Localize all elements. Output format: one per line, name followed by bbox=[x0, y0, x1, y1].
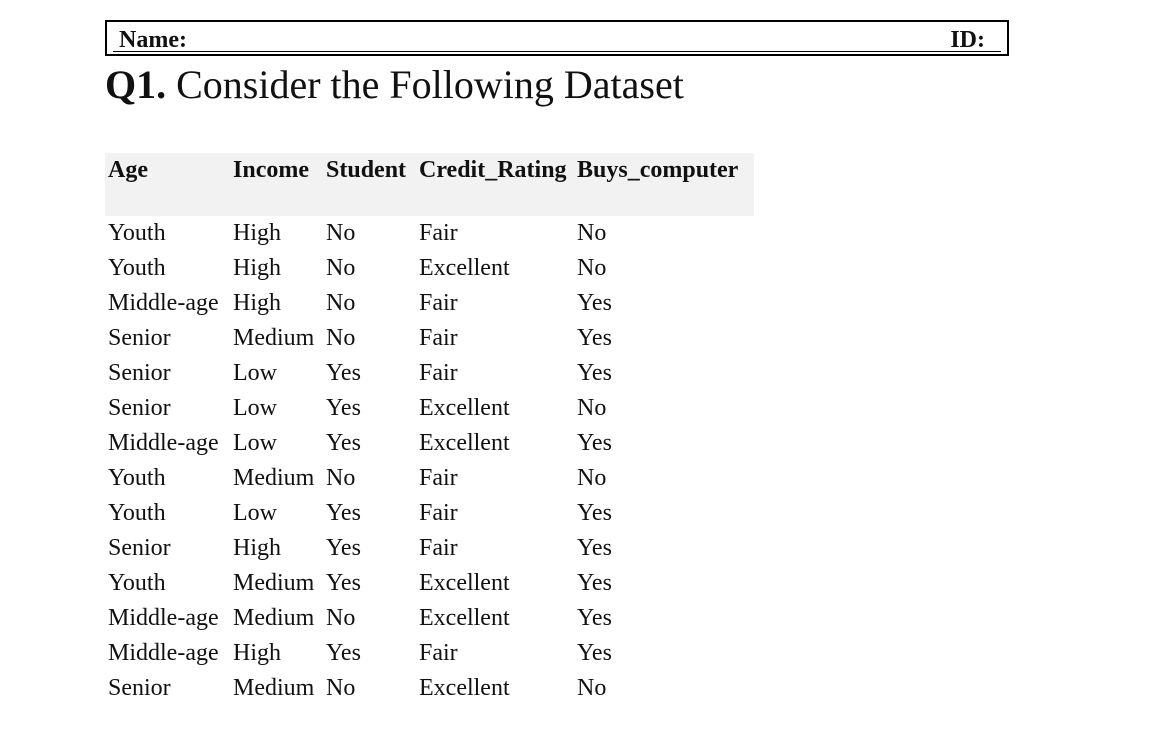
cell-age: Middle-age bbox=[108, 640, 219, 666]
table-header-row bbox=[105, 153, 754, 216]
cell-credit-rating: Excellent bbox=[419, 605, 510, 631]
cell-buys-computer: No bbox=[577, 675, 607, 701]
question-number: Q1. bbox=[105, 62, 167, 107]
cell-credit-rating: Fair bbox=[419, 325, 458, 351]
cell-student: No bbox=[326, 325, 356, 351]
cell-credit-rating: Fair bbox=[419, 290, 458, 316]
cell-age: Senior bbox=[108, 325, 171, 351]
cell-income: Medium bbox=[233, 570, 315, 596]
cell-income: High bbox=[233, 290, 281, 316]
table-row bbox=[105, 426, 754, 461]
table-row bbox=[105, 671, 754, 706]
cell-credit-rating: Excellent bbox=[419, 675, 510, 701]
cell-income: Medium bbox=[233, 325, 315, 351]
cell-income: Low bbox=[233, 430, 277, 456]
cell-student: Yes bbox=[326, 570, 361, 596]
cell-credit-rating: Fair bbox=[419, 640, 458, 666]
cell-income: Medium bbox=[233, 675, 315, 701]
table-body bbox=[105, 216, 754, 706]
cell-income: Medium bbox=[233, 605, 315, 631]
cell-credit-rating: Fair bbox=[419, 465, 458, 491]
cell-student: Yes bbox=[326, 500, 361, 526]
cell-age: Youth bbox=[108, 500, 166, 526]
cell-buys-computer: Yes bbox=[577, 535, 612, 561]
cell-buys-computer: Yes bbox=[577, 640, 612, 666]
id-label: ID: bbox=[950, 27, 985, 53]
cell-age: Senior bbox=[108, 675, 171, 701]
cell-credit-rating: Excellent bbox=[419, 430, 510, 456]
column-header-age: Age bbox=[105, 153, 230, 216]
cell-age: Middle-age bbox=[108, 430, 219, 456]
cell-student: Yes bbox=[326, 395, 361, 421]
cell-buys-computer: Yes bbox=[577, 605, 612, 631]
cell-income: Medium bbox=[233, 465, 315, 491]
cell-income: High bbox=[233, 220, 281, 246]
cell-buys-computer: Yes bbox=[577, 500, 612, 526]
cell-buys-computer: Yes bbox=[577, 290, 612, 316]
cell-credit-rating: Excellent bbox=[419, 570, 510, 596]
cell-student: No bbox=[326, 675, 356, 701]
cell-student: No bbox=[326, 465, 356, 491]
cell-income: High bbox=[233, 535, 281, 561]
cell-buys-computer: No bbox=[577, 220, 607, 246]
cell-age: Youth bbox=[108, 255, 166, 281]
cell-buys-computer: No bbox=[577, 395, 607, 421]
cell-student: Yes bbox=[326, 430, 361, 456]
cell-credit-rating: Fair bbox=[419, 500, 458, 526]
cell-age: Youth bbox=[108, 220, 166, 246]
table-row bbox=[105, 321, 754, 356]
table-row bbox=[105, 601, 754, 636]
cell-age: Middle-age bbox=[108, 290, 219, 316]
cell-age: Senior bbox=[108, 360, 171, 386]
student-info-box bbox=[105, 20, 1009, 56]
table-row bbox=[105, 286, 754, 321]
cell-income: Low bbox=[233, 360, 277, 386]
table-row bbox=[105, 461, 754, 496]
cell-age: Middle-age bbox=[108, 605, 219, 631]
cell-student: No bbox=[326, 255, 356, 281]
question-text: Consider the Following Dataset bbox=[166, 62, 684, 107]
table-row bbox=[105, 531, 754, 566]
column-header-buys-computer: Buys_computer bbox=[574, 153, 754, 216]
cell-buys-computer: Yes bbox=[577, 360, 612, 386]
table-row bbox=[105, 566, 754, 601]
column-header-income: Income bbox=[230, 153, 323, 216]
cell-age: Youth bbox=[108, 465, 166, 491]
name-label: Name: bbox=[119, 27, 187, 53]
cell-student: No bbox=[326, 220, 356, 246]
cell-buys-computer: No bbox=[577, 465, 607, 491]
cell-age: Senior bbox=[108, 535, 171, 561]
cell-age: Youth bbox=[108, 570, 166, 596]
cell-income: High bbox=[233, 255, 281, 281]
cell-buys-computer: Yes bbox=[577, 570, 612, 596]
cell-student: No bbox=[326, 290, 356, 316]
table-row bbox=[105, 356, 754, 391]
table-row bbox=[105, 636, 754, 671]
question-title bbox=[105, 62, 684, 108]
table-row bbox=[105, 496, 754, 531]
dataset-table bbox=[105, 153, 754, 706]
column-header-student: Student bbox=[323, 153, 416, 216]
cell-age: Senior bbox=[108, 395, 171, 421]
cell-income: Low bbox=[233, 500, 277, 526]
cell-buys-computer: Yes bbox=[577, 430, 612, 456]
cell-student: Yes bbox=[326, 640, 361, 666]
cell-student: Yes bbox=[326, 535, 361, 561]
column-header-credit-rating: Credit_Rating bbox=[416, 153, 574, 216]
cell-credit-rating: Fair bbox=[419, 535, 458, 561]
cell-income: High bbox=[233, 640, 281, 666]
cell-buys-computer: Yes bbox=[577, 325, 612, 351]
cell-credit-rating: Excellent bbox=[419, 395, 510, 421]
table-row bbox=[105, 391, 754, 426]
cell-credit-rating: Fair bbox=[419, 360, 458, 386]
cell-student: No bbox=[326, 605, 356, 631]
cell-credit-rating: Excellent bbox=[419, 255, 510, 281]
cell-credit-rating: Fair bbox=[419, 220, 458, 246]
cell-student: Yes bbox=[326, 360, 361, 386]
table-row bbox=[105, 216, 754, 251]
table-row bbox=[105, 251, 754, 286]
cell-income: Low bbox=[233, 395, 277, 421]
cell-buys-computer: No bbox=[577, 255, 607, 281]
